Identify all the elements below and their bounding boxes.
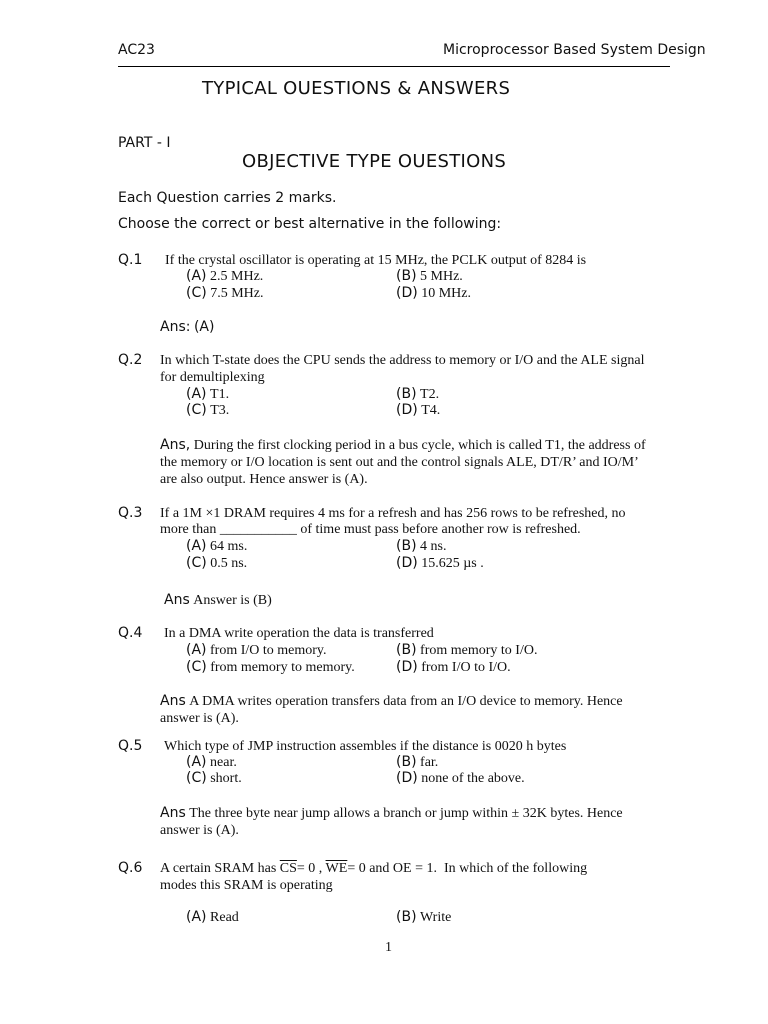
question-text: for demultiplexing — [160, 370, 265, 385]
option-a: (A) near. — [186, 754, 237, 770]
answer-text: answer is (A). — [160, 711, 239, 726]
option-d: (D) T4. — [396, 402, 441, 418]
answer: Ans The three byte near jump allows a branch or jump within ± 32K bytes. Hence — [160, 805, 623, 821]
option-a: (A) 2.5 MHz. — [186, 268, 264, 284]
page-number: 1 — [385, 940, 392, 955]
question-text: Which type of JMP instruction assembles if the distance is 0020 h bytes — [164, 739, 567, 754]
option-c: (C) from memory to memory. — [186, 659, 355, 675]
option-a: (A) from I/O to memory. — [186, 642, 327, 658]
header-rule — [118, 66, 670, 67]
option-b: (B) far. — [396, 754, 439, 770]
question-number: Q.4 — [118, 625, 143, 641]
page-title: TYPICAL OUESTIONS & ANSWERS — [202, 78, 511, 99]
answer: Ans A DMA writes operation transfers data from an I/O device to memory. Hence — [160, 693, 623, 709]
option-d: (D) 15.625 µs . — [396, 555, 484, 571]
option-b: (B) T2. — [396, 386, 440, 402]
option-a: (A) 64 ms. — [186, 538, 248, 554]
question-text: A certain SRAM has $\overline{CS}= 0$ , $\overline{WE}= 0$ and OE = 1. In which of the following — [160, 861, 588, 876]
instruction-choose: Choose the correct or best alternative in the following: — [118, 216, 502, 232]
question-number: Q.2 — [118, 352, 143, 368]
answer: Ans: (A) — [160, 319, 215, 335]
question-text: In which T-state does the CPU sends the address to memory or I/O and the ALE signal — [160, 353, 645, 368]
option-d: (D) 10 MHz. — [396, 285, 471, 301]
question-text: In a DMA write operation the data is transferred — [164, 626, 434, 641]
question-text: If a 1M ×1 DRAM requires 4 ms for a refresh and has 256 rows to be refreshed, no — [160, 506, 626, 521]
answer: Ans Answer is (B) — [164, 592, 272, 608]
option-d: (D) none of the above. — [396, 770, 525, 786]
option-b: (B) 4 ns. — [396, 538, 447, 554]
question-text: more than ___________ of time must pass before another row is refreshed. — [160, 522, 581, 537]
answer-text: answer is (A). — [160, 823, 239, 838]
course-title: Microprocessor Based System Design — [443, 42, 706, 58]
instruction-marks: Each Question carries 2 marks. — [118, 190, 337, 206]
answer-text: the memory or I/O location is sent out and the control signals ALE, DT/R’ and IO/M’ — [160, 455, 639, 470]
option-c: (C) short. — [186, 770, 242, 786]
option-b: (B) Write — [396, 909, 452, 925]
option-a: (A) T1. — [186, 386, 230, 402]
option-c: (C) T3. — [186, 402, 230, 418]
option-b: (B) 5 MHz. — [396, 268, 463, 284]
part-label: PART - I — [118, 135, 171, 151]
answer: Ans, During the first clocking period in a bus cycle, which is called T1, the address of — [160, 437, 646, 453]
section-title: OBJECTIVE TYPE OUESTIONS — [242, 151, 507, 172]
option-c: (C) 7.5 MHz. — [186, 285, 264, 301]
option-b: (B) from memory to I/O. — [396, 642, 538, 658]
cs-signal: $\overline{CS}$ — [279, 861, 297, 876]
document-code: AC23 — [118, 42, 155, 58]
question-number: Q.3 — [118, 505, 143, 521]
question-number: Q.5 — [118, 738, 143, 754]
option-d: (D) from I/O to I/O. — [396, 659, 511, 675]
option-a: (A) Read — [186, 909, 239, 925]
we-signal: $\overline{WE}$ — [325, 861, 348, 876]
option-c: (C) 0.5 ns. — [186, 555, 248, 571]
question-number: Q.1 — [118, 252, 143, 268]
question-text: If the crystal oscillator is operating at 15 MHz, the PCLK output of 8284 is — [165, 253, 587, 268]
question-number: Q.6 — [118, 860, 143, 876]
question-text: modes this SRAM is operating — [160, 878, 333, 893]
answer-text: are also output. Hence answer is (A). — [160, 472, 368, 487]
